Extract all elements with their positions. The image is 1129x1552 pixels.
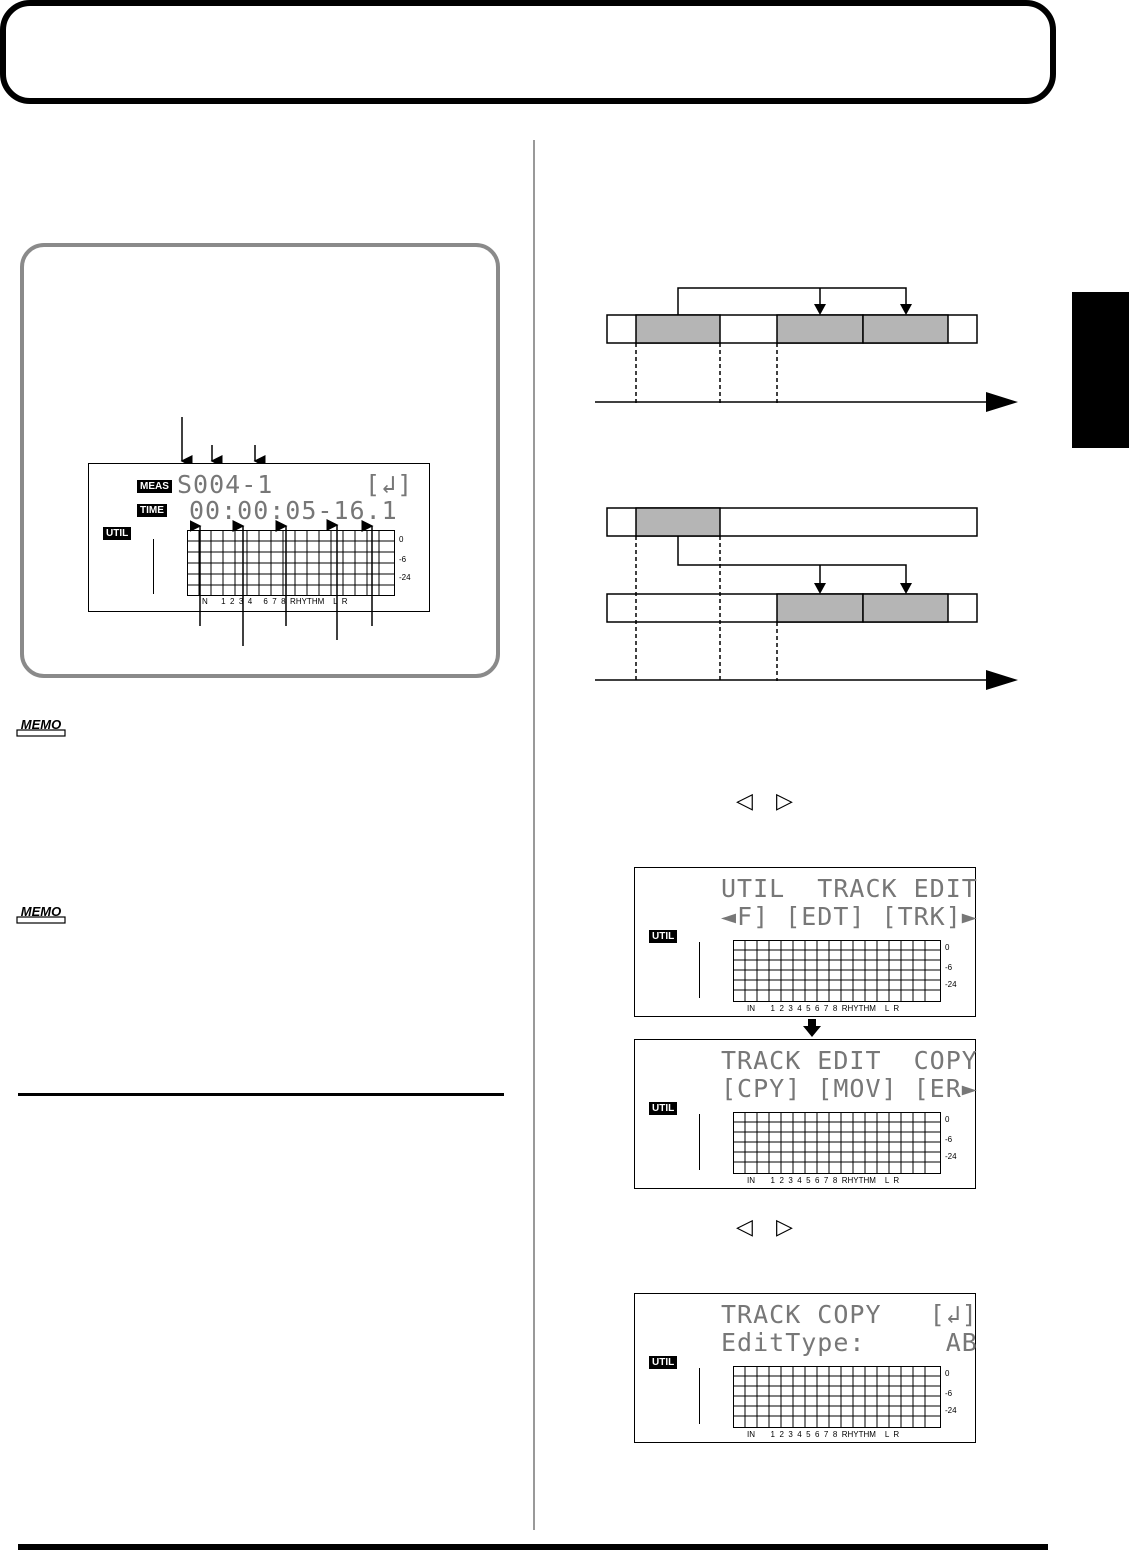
scale-minus-6: -6 (945, 1135, 953, 1144)
lcd-screen-track-edit-copy (634, 1039, 976, 1189)
channel-labels: IN 1 2 3 4 5 6 7 8 RHYTHM L R (747, 1176, 900, 1185)
scale-0: 0 (399, 535, 404, 544)
util-tag: UTIL (103, 527, 131, 540)
scale-minus-24: -24 (399, 573, 411, 582)
util-tag: UTIL (649, 1356, 677, 1369)
down-arrow-icon (802, 1019, 822, 1039)
util-tag: UTIL (649, 1102, 677, 1115)
meas-enter-icon: [↲] (365, 470, 414, 499)
lcd-line-1: TRACK EDIT COPY (721, 1046, 978, 1075)
meter-divider (153, 539, 154, 594)
scale-0: 0 (945, 1369, 950, 1378)
lcd-line-1: UTIL TRACK EDIT (721, 874, 978, 903)
scale-0: 0 (945, 943, 950, 952)
cursor-right-icon: ▷ (776, 788, 793, 813)
lcd-line-2: [CPY] [MOV] [ER► (721, 1074, 978, 1103)
cursor-left-icon: ◁ (736, 788, 753, 813)
level-meter-grid (733, 940, 941, 1002)
scale-minus-24: -24 (945, 1406, 957, 1415)
lcd-screen-util-track-edit (634, 867, 976, 1017)
time-value: 00:00:05-16.1 (189, 496, 398, 525)
memo-icon (16, 903, 66, 925)
meter-divider (699, 942, 700, 998)
meter-divider (699, 1114, 700, 1170)
top-pointer-arrows (170, 415, 270, 467)
section-heading-rule (18, 1093, 504, 1096)
meas-value: S004-1 (177, 470, 274, 499)
lcd-line-2: ◄F] [EDT] [TRK]► (721, 902, 978, 931)
scale-minus-24: -24 (945, 980, 957, 989)
channel-labels: IN 1 2 3 4 5 6 7 8 RHYTHM L R (747, 1004, 900, 1013)
copy-diagram-same-track (590, 280, 1030, 415)
chapter-title-frame (0, 0, 1056, 104)
bottom-pointer-arrows (190, 496, 390, 648)
column-divider (533, 140, 535, 1530)
scale-minus-6: -6 (945, 1389, 953, 1398)
copy-diagram-other-track (590, 505, 1030, 695)
chapter-side-tab (1072, 292, 1129, 448)
svg-text:MEMO: MEMO (20, 904, 62, 919)
scale-0: 0 (945, 1115, 950, 1124)
footer-rule (18, 1544, 1048, 1550)
lcd-line-1: TRACK COPY [↲] (721, 1300, 978, 1329)
memo-icon (16, 716, 66, 738)
level-meter-grid (733, 1112, 941, 1174)
cursor-right-icon: ▷ (776, 1214, 793, 1239)
scale-minus-6: -6 (945, 963, 953, 972)
lcd-line-2: EditType: AB (721, 1328, 978, 1357)
scale-minus-24: -24 (945, 1152, 957, 1161)
scale-minus-6: -6 (399, 555, 407, 564)
lcd-screen-track-copy (634, 1293, 976, 1443)
channel-labels: IN 1 2 3 4 5 6 7 8 RHYTHM L R (747, 1430, 900, 1439)
meas-tag: MEAS (137, 480, 172, 493)
meter-divider (699, 1368, 700, 1424)
svg-text:MEMO: MEMO (20, 717, 62, 732)
time-tag: TIME (137, 504, 167, 517)
util-tag: UTIL (649, 930, 677, 943)
level-meter-grid (733, 1366, 941, 1428)
channel-labels: N 1 2 3 4 6 7 8 RHYTHM L R (202, 597, 348, 606)
cursor-left-icon: ◁ (736, 1214, 753, 1239)
